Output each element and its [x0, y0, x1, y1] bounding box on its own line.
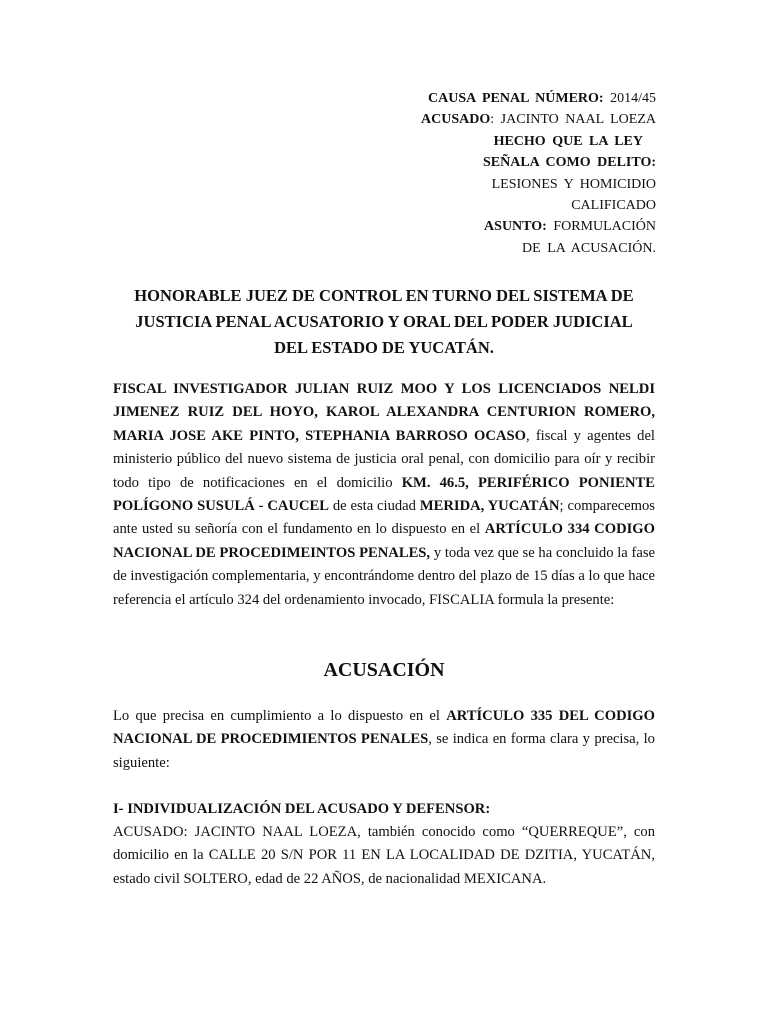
document-title: ACUSACIÓN	[323, 659, 445, 681]
delito-line-2: CALIFICADO	[571, 198, 656, 214]
asunto-line	[421, 216, 656, 237]
causa-line	[421, 88, 656, 109]
acusado-line	[421, 109, 656, 130]
addressee-line-1: HONORABLE JUEZ DE CONTROL EN TURNO DEL SISTEMA DE	[134, 286, 634, 305]
prosecutor-names: FISCAL INVESTIGADOR JULIAN RUIZ MOO Y LOS LICENCIADOS NELDI JIMENEZ RUIZ DEL HOYO, KAROL ALEXANDRA CENTURION ROMERO, MARIA JOSE AKE PINTO, STEPHANIA BARROSO OCASO	[113, 381, 655, 444]
causa-value: 2014/45	[610, 91, 656, 106]
city-name: MERIDA, YUCATÁN	[419, 498, 560, 515]
hecho-line-1	[421, 131, 656, 152]
hecho-line-2	[421, 152, 656, 173]
hecho-line-1-text: HECHO QUE LA LEY	[493, 133, 643, 149]
causa-label: CAUSA PENAL NÚMERO:	[428, 91, 604, 106]
section-1-heading: I- INDIVIDUALIZACIÓN DEL ACUSADO Y DEFENSOR:	[113, 801, 491, 817]
article-335-ref: ARTÍCULO 335 DEL CODIGO NACIONAL DE PROCEDIMIENTOS PENALES	[113, 708, 655, 748]
delito-line-1: LESIONES Y HOMICIDIO	[491, 176, 656, 192]
acusado-label: ACUSADO	[421, 112, 491, 128]
addressee-line-3: DEL ESTADO DE YUCATÁN.	[274, 338, 494, 357]
asunto-value-2: DE LA ACUSACIÓN.	[522, 240, 656, 256]
precisa-paragraph	[113, 705, 655, 775]
precisa-text-2: , se indica en forma clara y precisa, lo siguiente:	[113, 731, 655, 771]
asunto-value-1: FORMULACIÓN	[553, 219, 656, 235]
article-334-ref: ARTÍCULO 334 CODIGO NACIONAL DE PROCEDIMEINTOS PENALES,	[113, 521, 655, 561]
intro-text-3: ; comparecemos ante usted su señoría con el fundamento en lo dispuesto en el	[113, 498, 655, 538]
precisa-text-1: Lo que precisa en cumplimiento a lo dispuesto en el	[113, 708, 447, 724]
notification-address: KM. 46.5, PERIFÉRICO PONIENTE POLÍGONO SUSULÁ - CAUCEL	[113, 474, 655, 515]
addressee-line-2: JUSTICIA PENAL ACUSATORIO Y ORAL DEL PODER JUDICIAL	[135, 312, 633, 331]
intro-paragraph	[113, 378, 655, 612]
addressee-heading	[114, 283, 654, 361]
hecho-line-2-text: SEÑALA COMO DELITO:	[483, 155, 656, 171]
case-header	[421, 88, 656, 259]
intro-text-1: , fiscal y agentes del ministerio público del nuevo sistema de justicia oral penal, con domicilio para oír y recibir todo tipo de notificaciones en el domicilio	[113, 427, 655, 491]
intro-text-4: y toda vez que se ha concluido la fase de investigación complementaria, y encontrándome dentro del plazo de 15 días a lo que hace referencia el artículo 324 del ordenamiento invocado, FISCALIA formula la presente:	[113, 544, 655, 608]
intro-text-2: de esta ciudad	[328, 498, 420, 515]
asunto-label: ASUNTO:	[484, 219, 547, 235]
acusado-value: : JACINTO NAAL LOEZA	[490, 112, 656, 128]
section-1-paragraph: ACUSADO: JACINTO NAAL LOEZA, también conocido como “QUERREQUE”, con domicilio en la CALLE 20 S/N POR 11 EN LA LOCALIDAD DE DZITIA, YUCATÁN, estado civil SOLTERO, edad de 22 AÑOS, de nacionalidad MEXICANA.	[113, 824, 655, 887]
